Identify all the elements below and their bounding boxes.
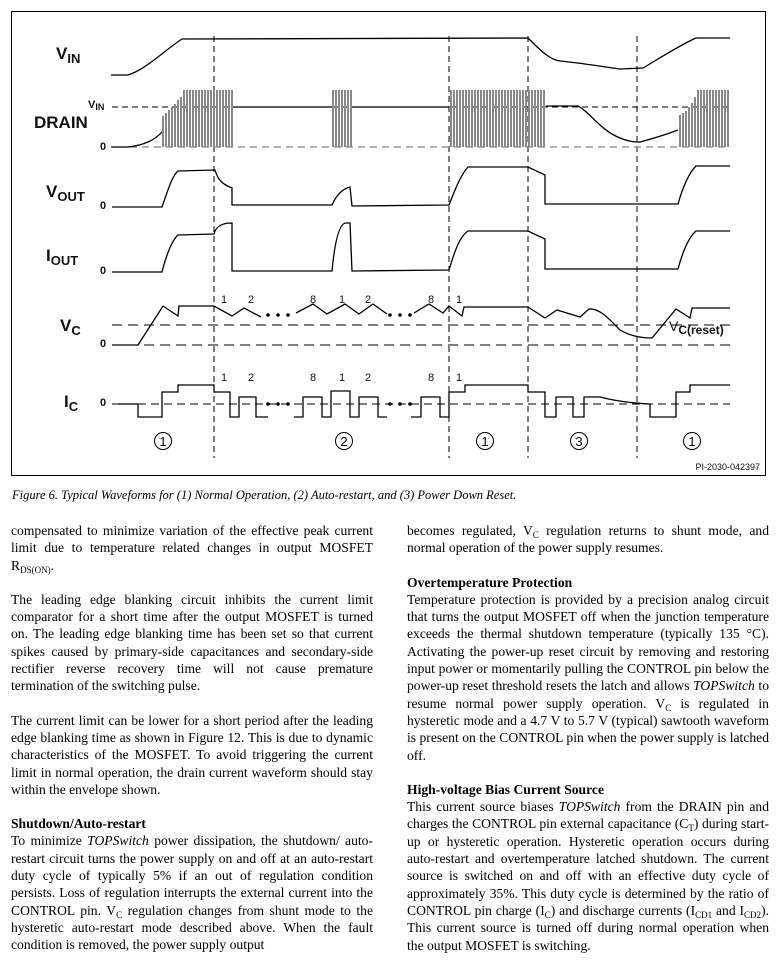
vc-reset-label: $V_{C(reset)}$: [669, 318, 724, 337]
drain-vin-level-label: $V_{IN}$: [88, 99, 105, 112]
vc-ellipsis-dots: [266, 313, 412, 317]
figure-id: PI-2030-042397: [695, 462, 760, 472]
ic-pulse-number: 2: [365, 372, 372, 384]
right-column: [407, 522, 769, 971]
phase-divider-lines: [214, 36, 637, 458]
ic-pulse-number: 2: [248, 372, 255, 384]
section-heading-shutdown: Shutdown/Auto-restart: [11, 816, 146, 832]
paragraph: To minimize TOPSwitch power dissipation, the shutdown/ auto-restart circuit turns the power supply on and off at an auto-restart duty cycle of typically 5% if an out of regulation condition persists. Loss of regulation interrupts the external current into the CONTROL pin. $V_C$ regulation changes from shunt mode to the hysteretic auto-restart mode described above. When the fault condition is removed, the power supply output: [11, 833, 373, 953]
region-marker-normal: 1: [476, 432, 494, 450]
left-column: [11, 522, 373, 971]
drain-zero-label: 0: [100, 141, 107, 153]
signal-label-iout: $I_{OUT}$: [46, 246, 79, 268]
paragraph: The leading edge blanking circuit inhibits the current limit comparator for a short time after the output MOSFET is turned on. The leading edge blanking time has been set so that current spikes caused by primary-side capacitances and secondary-side rectifier reverse recovery time will not cause premature termination of the switching pulse.: [11, 591, 373, 694]
signal-label-ic: $I_C$: [64, 392, 79, 414]
section-heading-overtemperature: Overtemperature Protection: [407, 574, 573, 590]
vc-pulse-number: 2: [365, 294, 372, 306]
region-marker-auto-restart: 2: [335, 432, 353, 450]
signal-label-vin: $V_{IN}$: [56, 44, 81, 66]
ic-pulse-number: 1: [456, 372, 463, 384]
ic-trace: [118, 385, 730, 417]
figure-caption: Figure 6. Typical Waveforms for (1) Normal Operation, (2) Auto-restart, and (3) Power Down Reset.: [12, 488, 517, 502]
vc-pulse-number: 1: [221, 294, 228, 306]
vc-pulse-number: 1: [339, 294, 346, 306]
paragraph: compensated to minimize variation of the effective peak current limit due to temperature related changes in output MOSFET $R_{DS(ON)}$.: [11, 523, 373, 575]
section-heading-hv-bias: High-voltage Bias Current Source: [407, 781, 604, 797]
signal-label-vout: $V_{OUT}$: [46, 182, 85, 204]
region-marker-normal: 1: [683, 432, 701, 450]
iout-zero-label: 0: [100, 265, 107, 277]
vc-pulse-number: 8: [428, 294, 435, 306]
signal-label-drain: DRAIN: [34, 113, 88, 132]
vc-zero-label: 0: [100, 338, 107, 350]
vc-pulse-number: 8: [310, 294, 317, 306]
ic-pulse-number: 1: [339, 372, 346, 384]
signal-label-vc: $V_C$: [60, 316, 81, 338]
paragraph: The current limit can be lower for a short period after the leading edge blanking time as shown in Figure 12. This is due to dynamic characteristics of the MOSFET. To avoid triggering the current limit in normal operation, the drain current waveform should stay within the envelope shown.: [11, 712, 373, 797]
waveform-diagram: [0, 0, 782, 480]
ic-pulse-number: 1: [221, 372, 228, 384]
ic-pulse-number: 8: [428, 372, 435, 384]
region-marker-normal: 1: [154, 432, 172, 450]
vc-pulse-number: 2: [248, 294, 255, 306]
region-marker-power-down-reset: 3: [570, 432, 588, 450]
vout-zero-label: 0: [100, 200, 107, 212]
vc-pulse-number: 1: [456, 294, 463, 306]
paragraph: becomes regulated, $V_C$ regulation returns to shunt mode, and normal operation of the power supply resumes.: [407, 523, 769, 556]
paragraph: Temperature protection is provided by a precision analog circuit that turns the output MOSFET off when the junction temperature exceeds the thermal shutdown temperature (typically 135 °C). Activating the power-up reset circuit by removing and restoring input power or momentarily pulling the CONTROL pin below the power-up reset threshold resets the latch and allows TOPSwitch to resume normal power supply operation. $V_C$ is regulated in hysteretic mode and a 4.7 V to 5.7 V (typical) sawtooth waveform is present on the CONTROL pin when the power supply is latched off.: [407, 591, 769, 763]
ic-pulse-number: 8: [310, 372, 317, 384]
paragraph: This current source biases TOPSwitch from the DRAIN pin and charges the CONTROL pin external capacitance $(C_T)$ during start-up or hysteretic operation. Hysteretic operation occurs during auto-restart and overtemperature latched shutdown. The current source is switched on and off with an effective duty cycle of approximately 35%. This duty cycle is determined by the ratio of CONTROL pin charge $(I_C)$ and discharge currents ($I_{CD1}$ and $I_{CD2}$). This current source is turned off during normal operation when the output MOSFET is switching.: [407, 799, 769, 953]
ic-zero-label: 0: [100, 397, 107, 409]
